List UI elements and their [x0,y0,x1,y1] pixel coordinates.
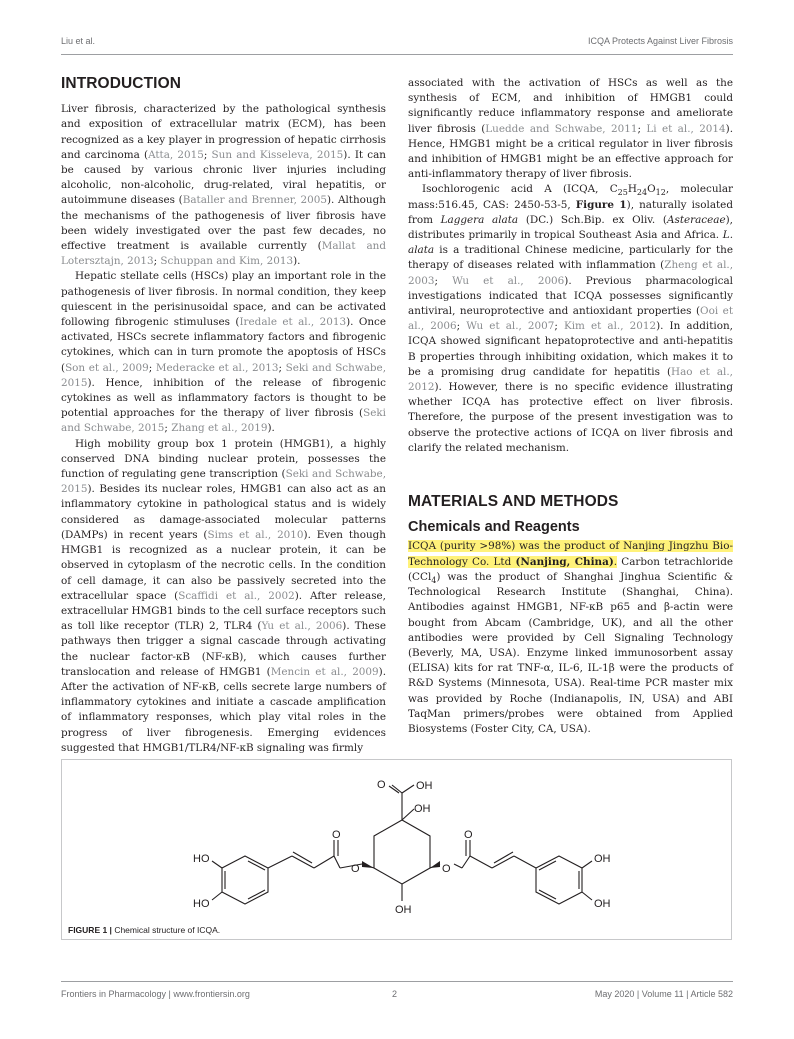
header-rule [61,54,733,55]
citation-link[interactable]: Yu et al., 2006 [261,620,343,633]
citation-link[interactable]: Mallat and Lotersztajn, 2013 [61,240,386,268]
citation-link[interactable]: Zheng et al., 2003 [408,259,733,287]
intro-paragraph-3-continued: associated with the activation of HSCs as well as the synthesis of ECM, and inhibition of HMGB1 could significantly reduce inflammatory response and ameliorate liver fibrosis (Luedde and Schwabe, 2011; Li et al., 2014). Hence, HMGB1 might be a critical regulator in liver fibrosis and inhibition of HMGB1 might be an effective approach for anti-inflammatory therapy of liver fibrosis. [408,77,733,181]
citation-link[interactable]: Hao et al., 2012 [408,365,733,394]
citation-link[interactable]: Zhang et al., 2019 [171,422,268,435]
left-ester-o-label: O [351,863,360,875]
figure-caption [68,925,220,935]
citation-link[interactable]: Iredale et al., 2013 [239,316,347,329]
citation-link[interactable]: Mencin et al., 2009 [270,665,379,678]
left-carbonyl-o-label: O [332,829,341,841]
oh-right-2-label: OH [594,898,611,910]
citation-link[interactable]: Seki and Schwabe, 2015 [61,468,386,496]
citation-link[interactable]: Wu et al., 2006 [452,274,565,287]
chemicals-subheading: Chemicals and Reagents [408,519,580,536]
right-carbonyl-o-label: O [464,829,473,841]
citation-link[interactable]: Li et al., 2014 [646,122,726,135]
icqa-structure-diagram [62,760,731,939]
citation-link[interactable]: Seki and Schwabe, 2015 [61,361,387,389]
ho-left-1-label: HO [193,853,210,865]
footer-rule [61,981,733,982]
citation-link[interactable]: Seki and Schwabe, 2015 [61,407,386,435]
citation-link[interactable]: Mederacke et al., 2013 [155,361,279,374]
intro-paragraph-3: High mobility group box 1 protein (HMGB1), a highly conserved DNA binding nuclear protein, possesses the function of regulating gene transcription (Seki and Schwabe, 2015). Besides its nuclear roles, HMGB1 can also act as an inflammatory cytokine in pathological status and is widely considered as damage-associated molecular patterns (DAMPs) in recent years (Sims et al., 2010). Even though HMGB1 is recognized as a nuclear protein, it can be observed in cytoplasm of the necrotic cells. In the condition of cell damage, it can also be passively secreted into the extracellular space (Scaffidi et al., 2002). After release, extracellular HMGB1 binds to the cell surface receptors such as toll like receptor (TLR) 2, TLR4 (Yu et al., 2006). These pathways then trigger a signal cascade through activating the nuclear factor-κB (NF-κB), which causes further translocation and release of HMGB1 (Mencin et al., 2009). After the activation of NF-κB, cells secrete large numbers of inflammatory cytokines and initiate a cascade amplification of inflammatory responses, which play vital roles in the progress of liver fibrogenesis. Emerging evidences suggested that HMGB1/TLR4/NF-κB signaling was firmly [61,437,386,754]
intro-paragraph-4: Isochlorogenic acid A (ICQA, $C_{25}H_{24}O_{12}$, molecular mass:516.45, CAS: 2450-53-5, Figure 1), naturally isolated from Laggera alata (DC.) Sch.Bip. ex Oliv. (Asteraceae), distributes primarily in tropical Southeast Asia and Africa. L. alata is a traditional Chinese medicine, particularly for the therapy of diseases related with inflammation (Zheng et al., 2003; Wu et al., 2006). Previous pharmacological investigations indicated that ICQA possesses significantly antiviral, neuroprotective and antioxidant properties (Ooi et al., 2006; Wu et al., 2007; Kim et al., 2012). In addition, ICQA showed significant hepatoprotective and anti-hepatitis B properties through inhibiting oxidation, which makes it to be a promising drug candidate for hepatitis (Hao et al., 2012). However, there is no specific evidence illustrating whether ICQA has protective effect on liver fibrosis. Therefore, the purpose of the present investigation was to observe the protective actions of ICQA on liver fibrosis and clarify the related mechanism. [408,183,733,454]
methods-heading: MATERIALS AND METHODS [408,493,619,511]
page-number: 2 [392,989,398,999]
citation-link[interactable]: Sun and Kisseleva, 2015 [211,148,344,161]
header-title: ICQA Protects Against Liver Fibrosis [587,36,733,46]
figure-caption-text: Chemical structure of ICQA. [111,925,221,935]
oh-bottom-label: OH [395,904,412,916]
citation-link[interactable]: Scaffidi et al., 2002 [178,589,295,602]
ho-left-2-label: HO [193,898,210,910]
citation-link[interactable]: Bataller and Brenner, 2005 [182,194,327,207]
citation-link[interactable]: Sims et al., 2010 [207,528,304,541]
oh-quaternary-label: OH [414,803,431,815]
intro-paragraph-2: Hepatic stellate cells (HSCs) play an important role in the pathogenesis of liver fibrosis. In normal condition, they keep quiescent in the perisinusoidal space, and can be activated following fibrogenic stimuluses (Iredale et al., 2013). Once activated, HSCs secrete inflammatory factors and fibrogenic cytokines, which can in turn promote the apoptosis of HSCs (Son et al., 2009; Mederacke et al., 2013; Seki and Schwabe, 2015). Hence, inhibition of the release of fibrogenic cytokines as well as inflammatory factors is thought to be potential approaches for the therapy of liver fibrosis (Seki and Schwabe, 2015; Zhang et al., 2019). [61,270,387,435]
intro-paragraph-1: Liver fibrosis, characterized by the pathological synthesis and exposition of extracellular matrix (ECM), has been recognized as a key player in progression of hepatic cirrhosis and carcinoma (Atta, 2015; Sun and Kisseleva, 2015). It can be caused by various chronic liver injuries including alcoholic, non-alcoholic, drug-related, viral hepatitis, or autoimmune diseases (Bataller and Brenner, 2005). Although the mechanisms of the pathogenesis of liver fibrosis have been widely investigated over the past few decades, no effective treatment is available currently (Mallat and Lotersztajn, 2013; Schuppan and Kim, 2013). [61,103,386,268]
citation-link[interactable]: Ooi et al., 2006 [408,305,733,333]
citation-link[interactable]: Schuppan and Kim, 2013 [160,255,294,268]
right-column [408,76,733,737]
introduction-heading: INTRODUCTION [61,75,182,92]
carbonyl-o-label: O [377,779,386,791]
header-authors: Liu et al. [61,36,96,46]
footer-issue: May 2020 | Volume 11 | Article 582 [594,989,733,999]
right-ester-o-label: O [442,863,451,875]
oh-right-1-label: OH [594,853,611,865]
citation-link[interactable]: Wu et al., 2007 [466,320,555,333]
citation-link[interactable]: Luedde and Schwabe, 2011 [485,122,638,135]
chemicals-paragraph: ICQA (purity >98%) was the product of Nanjing Jingzhu Bio-Technology Co. Ltd (Nanjing, China). Carbon tetrachloride (CCl$_4$) was the product of Shanghai Jinghua Scientific & Technological Research Institute (Shanghai, China). Antibodies against HMGB1, NF-κB p65 and β-actin were bought from Abcam (Cambridge, UK), and all the other antibodies were provided by Cell Signaling Technology (Beverly, MA, USA). Enzyme linked immunosorbent assay (ELISA) kits for rat TNF-α, IL-6, IL-1β were the products of R&D Systems (Minnesota, USA). Real-time PCR master mix was provided by Roche (Indianapolis, IN, USA) and ABI TaqMan primers/probes were obtained from Applied Biosystems (Foster City, CA, USA). [408,540,733,735]
citation-link[interactable]: Kim et al., 2012 [563,320,657,333]
citation-link[interactable]: Atta, 2015 [148,148,204,161]
figure-1 [61,759,732,940]
figure-caption-label: FIGURE 1 | [68,925,112,935]
left-column [61,76,386,756]
oh-top-label: OH [416,780,433,792]
footer-journal: Frontiers in Pharmacology | www.frontiersin.org [61,989,250,999]
citation-link[interactable]: Son et al., 2009 [65,361,149,374]
